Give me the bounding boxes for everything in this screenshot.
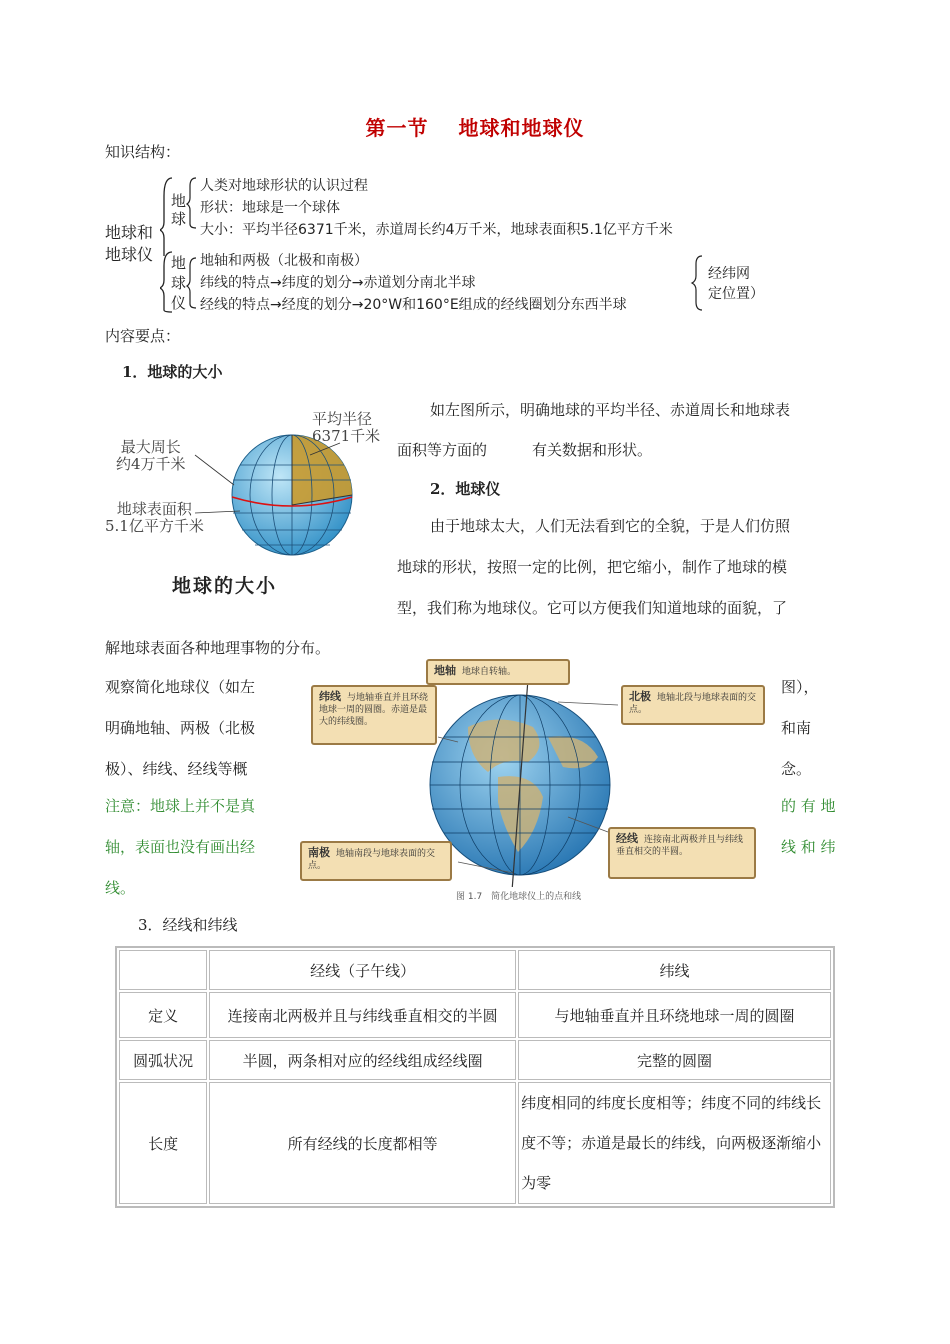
radius-label (312, 411, 380, 445)
grid-note-line2: 定位置） (708, 286, 764, 302)
observe-line1-right: 图）， (781, 678, 819, 696)
note-line1-right: 的 有 地 (781, 797, 836, 815)
para2-line4: 解地球表面各种地理事物的分布。 (105, 639, 331, 657)
observe-line3: 极）、纬线、经线等概 (105, 760, 248, 778)
earth-size-caption: 地球的大小 (172, 575, 278, 597)
circumference-label (116, 439, 186, 473)
table-cell: 完整的圆圈 (518, 1040, 831, 1080)
longitude-callout-title: 经线 (616, 832, 638, 845)
globe-figure (298, 657, 768, 905)
para1-line2: 面积等方面的 有关数据和形状。 (397, 441, 653, 459)
para2-line1: 由于地球太大，人们无法看到它的全貌，于是人们仿照 (430, 517, 791, 535)
para2-line3: 型，我们称为地球仪。它可以方便我们知道地球的面貌，了 (397, 599, 788, 617)
earth-item: 形状：地球是一个球体 (200, 200, 340, 216)
latitude-callout (311, 685, 437, 745)
north-pole-callout (621, 685, 765, 725)
branch-globe (171, 253, 186, 313)
branch-earth-char2: 球 (171, 210, 187, 228)
branch-globe-char3: 仪 (171, 294, 187, 312)
branch-globe-char1: 地 (171, 254, 187, 272)
globe-item: 纬线的特点→纬度的划分→赤道划分南北半球 (200, 275, 476, 291)
observe-line2: 明确地轴、两极（北极 (105, 719, 256, 737)
longitude-latitude-table (115, 946, 835, 1208)
table-header-latitude: 纬线 (518, 950, 831, 990)
observe-line1: 观察简化地球仪（如左 (105, 678, 256, 696)
radius-label-1: 平均半径 (312, 410, 373, 428)
para2-line2: 地球的形状，按照一定的比例，把它缩小，制作了地球的模 (397, 558, 788, 576)
longitude-callout-text: 连接南北两极并且与纬线垂直相交的半圆。 (616, 835, 744, 857)
grid-brace (690, 254, 710, 312)
area-label-1: 地球表面积 (116, 500, 192, 518)
table-cell: 连接南北两极并且与纬线垂直相交的半圆 (209, 992, 516, 1038)
table-cell: 半圆，两条相对应的经线组成经线圈 (209, 1040, 516, 1080)
note-line2: 轴，表面也没有画出经 (105, 838, 256, 856)
table-row (119, 1082, 831, 1204)
section3-heading: 3．经线和纬线 (138, 916, 238, 934)
content-label: 内容要点： (105, 327, 181, 345)
table-row (119, 992, 831, 1038)
grid-note-line1: 经纬网 (708, 266, 750, 282)
radius-label-2: 6371千米 (312, 427, 381, 445)
earth-size-figure (100, 405, 390, 605)
grid-note (708, 264, 764, 304)
globe-item: 地轴和两极（北极和南极） (200, 253, 368, 269)
note-line2-right: 线 和 纬 (781, 838, 836, 856)
area-label-2: 5.1亿平方千米 (105, 517, 204, 535)
latitude-callout-title: 纬线 (319, 690, 341, 703)
table-header-longitude: 经线（子午线） (209, 950, 516, 990)
axis-callout-title: 地轴 (434, 664, 456, 677)
para1-line1: 如左图所示，明确地球的平均半径、赤道周长和地球表 (430, 401, 791, 419)
page-title (0, 112, 950, 141)
section2-heading: 2．地球仪 (430, 480, 501, 498)
circumference-label-2: 约4万千米 (116, 455, 186, 473)
table-row-label: 定义 (119, 992, 207, 1038)
table-cell: 与地轴垂直并且环绕地球一周的圆圈 (518, 992, 831, 1038)
branch-earth-char1: 地 (171, 192, 187, 210)
tree-root (105, 222, 153, 266)
observe-line2-right: 和南 (781, 719, 812, 737)
branch-earth (171, 192, 186, 228)
south-pole-callout (300, 841, 452, 881)
south-pole-callout-title: 南极 (308, 846, 330, 859)
branch-globe-char2: 球 (171, 274, 187, 292)
section1-heading: 1．地球的大小 (122, 363, 223, 381)
axis-callout-text: 地球自转轴。 (462, 667, 517, 677)
table-cell: 纬度相同的纬度长度相等；纬度不同的纬线长度不等；赤道是最长的纬线，向两极逐渐缩小为零 (518, 1082, 831, 1204)
earth-item: 大小：平均半径6371千米，赤道周长约4万千米，地球表面积5.1亿平方千米 (200, 222, 673, 238)
area-label (105, 501, 204, 535)
knowledge-label: 知识结构： (105, 143, 181, 161)
earth-item: 人类对地球形状的认识过程 (200, 178, 368, 194)
south-pole-callout-text: 地轴南段与地球表面的交点。 (308, 849, 436, 871)
title-section: 第一节 (365, 116, 429, 140)
globe-figure-caption: 图 1.7 简化地球仪上的点和线 (456, 892, 582, 902)
observe-line3-right: 念。 (781, 760, 812, 778)
globe-item: 经线的特点→经度的划分→20°W和160°E组成的经线圈划分东西半球 (200, 297, 627, 313)
earth-items (200, 175, 673, 241)
table-cell: 所有经线的长度都相等 (209, 1082, 516, 1204)
table-corner-cell (119, 950, 207, 990)
latitude-callout-text: 与地轴垂直并且环绕地球一周的圆圈。赤道是最大的纬线圈。 (319, 693, 429, 727)
north-pole-callout-title: 北极 (629, 690, 651, 703)
table-header-row (119, 950, 831, 990)
table-row (119, 1040, 831, 1080)
note-line1: 注意：地球上并不是真 (105, 797, 256, 815)
longitude-callout (608, 827, 756, 879)
circumference-label-1: 最大周长 (120, 438, 181, 456)
north-pole-callout-text: 地轴北段与地球表面的交点。 (629, 693, 757, 715)
table-row-label: 圆弧状况 (119, 1040, 207, 1080)
globe-items (200, 250, 627, 316)
note-line3: 线。 (105, 879, 136, 897)
axis-callout (426, 659, 570, 685)
table-row-label: 长度 (119, 1082, 207, 1204)
tree-root-line2: 地球仪 (105, 245, 154, 264)
title-topic: 地球和地球仪 (458, 116, 585, 140)
tree-root-line1: 地球和 (105, 223, 154, 242)
